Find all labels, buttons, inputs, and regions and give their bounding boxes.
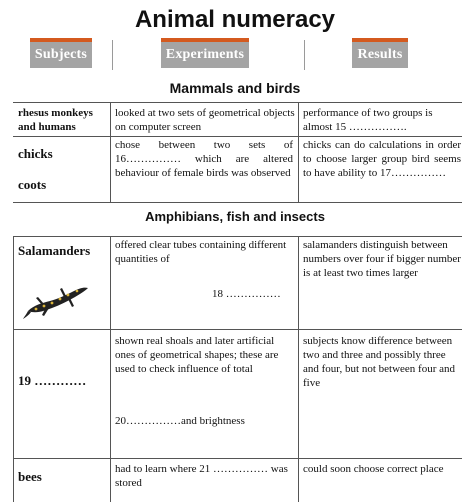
result-r2: chicks can do calculations in order to choose larger group bird seems to have ability to 17…………… (303, 139, 461, 179)
column-divider (110, 102, 111, 202)
tab-results-label: Results (357, 47, 403, 62)
experiment-r1: looked at two sets of geometrical objects on computer screen (115, 107, 295, 133)
subject-salamanders: Salamanders (18, 243, 91, 258)
tab-subjects-label: Subjects (34, 47, 88, 62)
subject-chicks: chicks (18, 146, 53, 161)
section-amphibians-fish-insects: Amphibians, fish and insects (145, 209, 325, 224)
subject-coots: coots (18, 177, 47, 192)
subject-rhesus-monkeys: rhesus monkeys and humans (18, 107, 93, 133)
experiment-r4: shown real shoals and later artificial ones of geometrical shapes; these are used to check influence of total (115, 335, 279, 375)
experiment-r2: chose between two sets of 16…………… which are altered behaviour of female birds was observed (115, 139, 293, 179)
experiment-r3-blank: 18 …………… (212, 288, 281, 300)
result-r1: performance of two groups is almost 15 ……………. (303, 107, 433, 133)
header-divider-2 (304, 40, 305, 70)
column-divider (298, 236, 299, 502)
column-divider (110, 236, 111, 502)
subject-fish-blank: 19 ………… (18, 373, 87, 388)
row-divider (13, 458, 462, 459)
result-r4: subjects know difference between two and three and possibly three and four, but not between four and five (303, 335, 455, 389)
row-divider (13, 329, 462, 330)
result-r3: salamanders distinguish between numbers over four if bigger number is at least two times larger (303, 239, 461, 279)
row-divider (13, 136, 462, 137)
tab-subjects (30, 38, 92, 68)
header-divider-1 (112, 40, 113, 70)
tab-experiments (161, 38, 249, 68)
column-divider (298, 102, 299, 202)
subject-bees: bees (18, 469, 42, 484)
row-divider (13, 102, 462, 103)
page-title: Animal numeracy (134, 6, 336, 33)
row-divider (13, 236, 462, 237)
salamander-image (22, 271, 90, 321)
experiment-r5: had to learn where 21 …………… was stored (115, 463, 288, 489)
table-edge (13, 236, 14, 502)
section-mammals-birds: Mammals and birds (169, 80, 301, 96)
tab-experiments-label: Experiments (165, 47, 245, 62)
row-divider (13, 202, 462, 203)
experiment-r3: offered clear tubes containing different quantities of (115, 239, 287, 265)
tab-results (352, 38, 408, 68)
experiment-r4-blank: 20……………and brightness (115, 415, 245, 427)
result-r5: could soon choose correct place (303, 463, 444, 475)
